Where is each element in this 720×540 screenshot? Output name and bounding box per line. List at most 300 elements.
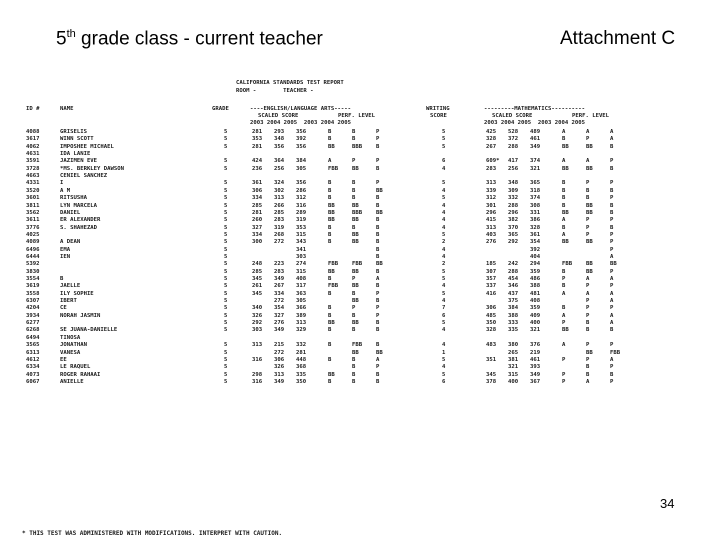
cell-m04: 333 [508, 320, 519, 327]
cell-w: 6 [442, 312, 446, 319]
cell-e05: 316 [296, 202, 307, 209]
cell-p04: B [352, 290, 356, 297]
cell-p04: B [352, 364, 356, 371]
cell-p05: P [376, 312, 380, 319]
cell-p04: B [352, 136, 356, 143]
cell-w: 5 [442, 356, 446, 363]
cell-grade: 5 [224, 165, 228, 172]
cell-id: 6444 [26, 253, 40, 260]
cell-q03: A [562, 312, 566, 319]
cell-p04: BB [352, 165, 359, 172]
cell-m03: 313 [486, 224, 497, 231]
cell-e05: 356 [296, 143, 307, 150]
cell-m05: 393 [530, 364, 541, 371]
cell-id: 3554 [26, 276, 40, 282]
cell-p04: B [352, 129, 356, 135]
cell-m05: 388 [530, 283, 541, 290]
cell-m05: 321 [530, 327, 541, 334]
cell-e03: 292 [252, 320, 263, 327]
cell-w: 2 [442, 261, 446, 268]
cell-p05: B [376, 231, 380, 238]
cell-m05: 386 [530, 217, 541, 224]
cell-m03: 485 [486, 312, 497, 319]
cell-q05: B [610, 224, 614, 231]
cell-m03: 307 [486, 268, 497, 275]
cell-e04: 276 [274, 320, 285, 327]
cell-m05: 376 [530, 342, 541, 349]
cell-w: 5 [442, 195, 446, 202]
cell-id: 3934 [26, 312, 40, 319]
cell-m03: 351 [486, 356, 497, 363]
cell-grade: 5 [224, 195, 228, 202]
cell-id: 3565 [26, 342, 40, 349]
cell-m03: 328 [486, 136, 497, 143]
cell-w: 5 [442, 129, 446, 135]
cell-e04: 313 [274, 371, 285, 378]
cell-name: ER ALEXANDER [60, 217, 101, 224]
cell-name: TINOSA [60, 334, 81, 341]
cell-q05: A [610, 253, 614, 260]
cell-p03: B [328, 290, 332, 297]
cell-q05: P [610, 217, 614, 224]
cell-p05: P [376, 364, 380, 371]
cell-w: 5 [442, 290, 446, 297]
cell-e05: 366 [296, 305, 307, 312]
cell-m05: 365 [530, 180, 541, 187]
cell-p05: B [376, 378, 380, 385]
cell-e04: 364 [274, 158, 285, 165]
cell-p03: BB [328, 202, 335, 209]
cell-q05: P [610, 195, 614, 202]
cell-q05: FBB [610, 349, 621, 356]
cell-q05: P [610, 283, 614, 290]
cell-m05: 354 [530, 239, 541, 246]
cell-p04: BB [352, 349, 359, 356]
cell-m05: 318 [530, 187, 541, 194]
cell-e04: 349 [274, 378, 285, 385]
cell-w: 5 [442, 268, 446, 275]
cell-q05: B [610, 187, 614, 194]
cell-e03: 261 [252, 283, 263, 290]
cell-m05: 294 [530, 261, 541, 268]
cell-p03: B [328, 356, 332, 363]
cell-p03: B [328, 224, 332, 231]
cell-m05: 331 [530, 209, 541, 216]
cell-m04: 372 [508, 136, 519, 143]
cell-grade: 5 [224, 224, 228, 231]
cell-p05: BB [376, 187, 383, 194]
cell-q03: FBB [562, 261, 573, 268]
cell-e05: 343 [296, 239, 307, 246]
cell-q03: BB [562, 165, 569, 172]
cell-e04: 313 [274, 195, 285, 202]
cell-e03: 340 [252, 305, 263, 312]
cell-w: 4 [442, 298, 446, 305]
cell-name: SE JUANA-DANIELLE [60, 327, 118, 334]
cell-m03: 345 [486, 371, 497, 378]
cell-e05: 289 [296, 209, 307, 216]
cell-e04: 267 [274, 283, 285, 290]
cell-q04: A [586, 158, 590, 165]
cell-w: 2 [442, 239, 446, 246]
cell-name: JAELLE [60, 283, 81, 290]
cell-id: 3728 [26, 165, 40, 172]
cell-q05: P [610, 180, 614, 187]
cell-q03: B [562, 180, 566, 187]
cell-e03: 298 [252, 371, 263, 378]
cell-m04: 256 [508, 165, 519, 172]
cell-p03: B [328, 187, 332, 194]
cell-grade: 5 [224, 276, 228, 282]
cell-grade: 5 [224, 239, 228, 246]
cell-name: I [60, 180, 64, 187]
cell-q05: P [610, 231, 614, 238]
cell-q04: BB [586, 261, 593, 268]
cell-e04: 283 [274, 268, 285, 275]
cell-m03: 276 [486, 239, 497, 246]
cell-m04: 348 [508, 180, 519, 187]
cell-p05: B [376, 342, 380, 349]
cell-w: 4 [442, 364, 446, 371]
cell-e05: 341 [296, 246, 307, 253]
cell-id: 6496 [26, 246, 40, 253]
cell-p05: B [376, 224, 380, 231]
cell-p04: B [352, 224, 356, 231]
cell-m04: 296 [508, 209, 519, 216]
ela-years: 2003 2004 2005 2003 2004 2005 [250, 120, 352, 126]
cell-name: CE [60, 305, 67, 312]
cell-e05: 303 [296, 253, 307, 260]
cell-p04: BB [352, 202, 359, 209]
cell-q05: B [610, 209, 614, 216]
cell-id: 4073 [26, 371, 40, 378]
cell-q05: A [610, 129, 614, 135]
slide-title-sup: th [66, 28, 76, 40]
cell-m05: 486 [530, 276, 541, 282]
cell-q03: A [562, 129, 566, 135]
cell-e03: 424 [252, 158, 263, 165]
cell-name: A DEAN [60, 239, 81, 246]
cell-m03: 415 [486, 217, 497, 224]
cell-id: 4088 [26, 129, 40, 135]
cell-id: 3776 [26, 224, 40, 231]
cell-p04: B [352, 187, 356, 194]
cell-q03: B [562, 224, 566, 231]
cell-m04: 417 [508, 158, 519, 165]
cell-e04: 285 [274, 209, 285, 216]
cell-w: 5 [442, 371, 446, 378]
cell-e03: 285 [252, 202, 263, 209]
cell-m03: 609* [486, 158, 500, 165]
cell-id: 4663 [26, 173, 40, 180]
cell-p05: B [376, 320, 380, 327]
cell-m03: 328 [486, 327, 497, 334]
cell-w: 4 [442, 187, 446, 194]
cell-w: 4 [442, 165, 446, 172]
cell-q05: B [610, 202, 614, 209]
report-title-line2: ROOM - TEACHER - [236, 88, 314, 94]
cell-p05: A [376, 356, 380, 363]
cell-grade: 5 [224, 305, 228, 312]
cell-q03: A [562, 290, 566, 297]
cell-q04: BB [586, 165, 593, 172]
cell-q04: BB [586, 209, 593, 216]
cell-e05: 363 [296, 290, 307, 297]
cell-w: 7 [442, 305, 446, 312]
cell-q03: P [562, 320, 566, 327]
cell-m05: 489 [530, 129, 541, 135]
cell-e05: 305 [296, 298, 307, 305]
cell-p03: B [328, 305, 332, 312]
cell-id: 6313 [26, 349, 40, 356]
cell-e05: 313 [296, 320, 307, 327]
cell-name: NORAH JASMIN [60, 312, 101, 319]
cell-p05: BB [376, 209, 383, 216]
cell-name: WINN SCOTT [60, 136, 94, 143]
cell-m03: 483 [486, 342, 497, 349]
cell-grade: 5 [224, 342, 228, 349]
cell-id: 6277 [26, 320, 40, 327]
cell-q03: A [562, 158, 566, 165]
cell-q04: B [586, 195, 590, 202]
cell-e03: 345 [252, 276, 263, 282]
cell-e04: 349 [274, 276, 285, 282]
cell-p05: A [376, 276, 380, 282]
cell-q05: A [610, 290, 614, 297]
cell-e05: 448 [296, 356, 307, 363]
cell-m04: 288 [508, 268, 519, 275]
writing-sub: SCORE [430, 113, 447, 119]
cell-m03: 416 [486, 290, 497, 297]
cell-grade: 5 [224, 209, 228, 216]
cell-q03: B [562, 187, 566, 194]
cell-p03: BB [328, 143, 335, 150]
cell-grade: 5 [224, 253, 228, 260]
cell-e05: 281 [296, 349, 307, 356]
cell-p03: B [328, 231, 332, 238]
cell-name: EE [60, 356, 67, 363]
cell-m05: 367 [530, 378, 541, 385]
cell-m05: 404 [530, 253, 541, 260]
cell-m03: 313 [486, 180, 497, 187]
cell-id: 3558 [26, 290, 40, 297]
cell-p03: B [328, 327, 332, 334]
cell-e04: 302 [274, 187, 285, 194]
cell-p05: B [376, 298, 380, 305]
cell-w: 4 [442, 202, 446, 209]
cell-grade: 5 [224, 217, 228, 224]
cell-q04: P [586, 356, 590, 363]
cell-e03: 345 [252, 290, 263, 297]
cell-name: EMA [60, 246, 71, 253]
cell-grade: 5 [224, 320, 228, 327]
cell-e04: 349 [274, 327, 285, 334]
cell-e05: 312 [296, 195, 307, 202]
cell-w: 4 [442, 246, 446, 253]
cell-q04: P [586, 305, 590, 312]
cell-p03: B [328, 276, 332, 282]
cell-m04: 370 [508, 224, 519, 231]
cell-e04: 356 [274, 143, 285, 150]
cell-q05: A [610, 312, 614, 319]
cell-e04: 272 [274, 298, 285, 305]
cell-e04: 293 [274, 129, 285, 135]
cell-e03: 248 [252, 261, 263, 268]
cell-e03: 306 [252, 187, 263, 194]
cell-grade: 5 [224, 268, 228, 275]
cell-e04: 334 [274, 290, 285, 297]
cell-e05: 305 [296, 165, 307, 172]
cell-q03: BB [562, 239, 569, 246]
cell-grade: 5 [224, 158, 228, 165]
cell-e05: 392 [296, 136, 307, 143]
cell-q04: A [586, 276, 590, 282]
cell-m05: 392 [530, 246, 541, 253]
cell-q04: P [586, 298, 590, 305]
cell-e04: 223 [274, 261, 285, 268]
cell-w: 5 [442, 276, 446, 282]
cell-p04: BB [352, 231, 359, 238]
cell-p05: P [376, 158, 380, 165]
cell-m05: 219 [530, 349, 541, 356]
cell-p04: BB [352, 320, 359, 327]
cell-id: 4612 [26, 356, 40, 363]
cell-p05: B [376, 327, 380, 334]
cell-p05: BB [376, 349, 383, 356]
cell-q04: P [586, 180, 590, 187]
cell-m04: 288 [508, 143, 519, 150]
cell-e04: 272 [274, 349, 285, 356]
cell-e04: 266 [274, 202, 285, 209]
slide-title-rest: grade class - current teacher [75, 28, 323, 50]
cell-p03: BB [328, 217, 335, 224]
cell-m05: 359 [530, 305, 541, 312]
cell-id: 4025 [26, 231, 40, 238]
slide-title-prefix: 5 [56, 28, 67, 50]
cell-name: S. SHAHEZAD [60, 224, 98, 231]
cell-grade: 5 [224, 371, 228, 378]
cell-q05: B [610, 165, 614, 172]
cell-m04: 365 [508, 231, 519, 238]
cell-grade: 5 [224, 143, 228, 150]
cell-m03: 296 [486, 209, 497, 216]
cell-q03: B [562, 195, 566, 202]
cell-m04: 242 [508, 261, 519, 268]
cell-p05: B [376, 371, 380, 378]
cell-m03: 425 [486, 129, 497, 135]
cell-q04: BB [586, 349, 593, 356]
cell-q03: BB [562, 327, 569, 334]
cell-id: 6067 [26, 378, 40, 385]
cell-q05: P [610, 246, 614, 253]
cell-id: 3619 [26, 283, 40, 290]
cell-m04: 400 [508, 378, 519, 385]
cell-m04: 437 [508, 290, 519, 297]
cell-name: DANIEL [60, 209, 81, 216]
cell-e05: 408 [296, 276, 307, 282]
cell-q04: P [586, 224, 590, 231]
cell-e05: 335 [296, 371, 307, 378]
cell-q03: B [562, 283, 566, 290]
cell-p03: BB [328, 209, 335, 216]
cell-e04: 283 [274, 217, 285, 224]
cell-p05: B [376, 202, 380, 209]
writing-header: WRITING [426, 106, 450, 112]
cell-p03: A [328, 158, 332, 165]
cell-e04: 256 [274, 165, 285, 172]
cell-m03: 306 [486, 305, 497, 312]
cell-q05: B [610, 143, 614, 150]
cell-id: 4062 [26, 143, 40, 150]
cell-grade: 5 [224, 231, 228, 238]
cell-w: 4 [442, 283, 446, 290]
cell-m04: 528 [508, 129, 519, 135]
cell-q04: P [586, 342, 590, 349]
cell-p04: BBB [352, 143, 363, 150]
cell-q05: A [610, 298, 614, 305]
cell-id: 6268 [26, 327, 40, 334]
cell-e03: 313 [252, 342, 263, 349]
cell-m05: 321 [530, 165, 541, 172]
cell-e04: 319 [274, 224, 285, 231]
cell-id: 3611 [26, 217, 40, 224]
cell-p05: P [376, 290, 380, 297]
cell-q03: A [562, 217, 566, 224]
attachment-label: Attachment C [560, 28, 676, 49]
cell-p05: B [376, 143, 380, 150]
ela-sub-scaled: SCALED SCORE [258, 113, 299, 119]
cell-w: 6 [442, 158, 446, 165]
cell-q03: P [562, 378, 566, 385]
cell-id: 4331 [26, 180, 40, 187]
cell-p05: B [376, 253, 380, 260]
cell-w: 4 [442, 209, 446, 216]
cell-e05: 315 [296, 268, 307, 275]
cell-p03: FBB [328, 283, 339, 290]
cell-grade: 5 [224, 261, 228, 268]
cell-p05: P [376, 305, 380, 312]
cell-q03: B [562, 202, 566, 209]
cell-q04: P [586, 136, 590, 143]
cell-e05: 329 [296, 327, 307, 334]
cell-m05: 461 [530, 356, 541, 363]
cell-p03: B [328, 129, 332, 135]
cell-e05: 332 [296, 342, 307, 349]
report-scan [22, 78, 640, 408]
cell-m04: 388 [508, 312, 519, 319]
cell-p05: P [376, 180, 380, 187]
cell-grade: 5 [224, 246, 228, 253]
cell-e03: 326 [252, 312, 263, 319]
cell-m03: 378 [486, 378, 497, 385]
cell-m05: 308 [530, 202, 541, 209]
cell-m04: 454 [508, 276, 519, 282]
cell-m05: 461 [530, 136, 541, 143]
cell-name: IDA LANIE [60, 151, 91, 158]
cell-q05: B [610, 327, 614, 334]
cell-name: JONATHAN [60, 342, 87, 349]
cell-id: 4204 [26, 305, 40, 312]
cell-q04: B [586, 371, 590, 378]
cell-e03: 334 [252, 231, 263, 238]
cell-grade: 5 [224, 180, 228, 187]
cell-q05: A [610, 136, 614, 143]
cell-w: 5 [442, 143, 446, 150]
cell-p05: P [376, 129, 380, 135]
cell-p05: B [376, 217, 380, 224]
cell-w: 5 [442, 180, 446, 187]
cell-name: LE RAQUEL [60, 364, 91, 371]
